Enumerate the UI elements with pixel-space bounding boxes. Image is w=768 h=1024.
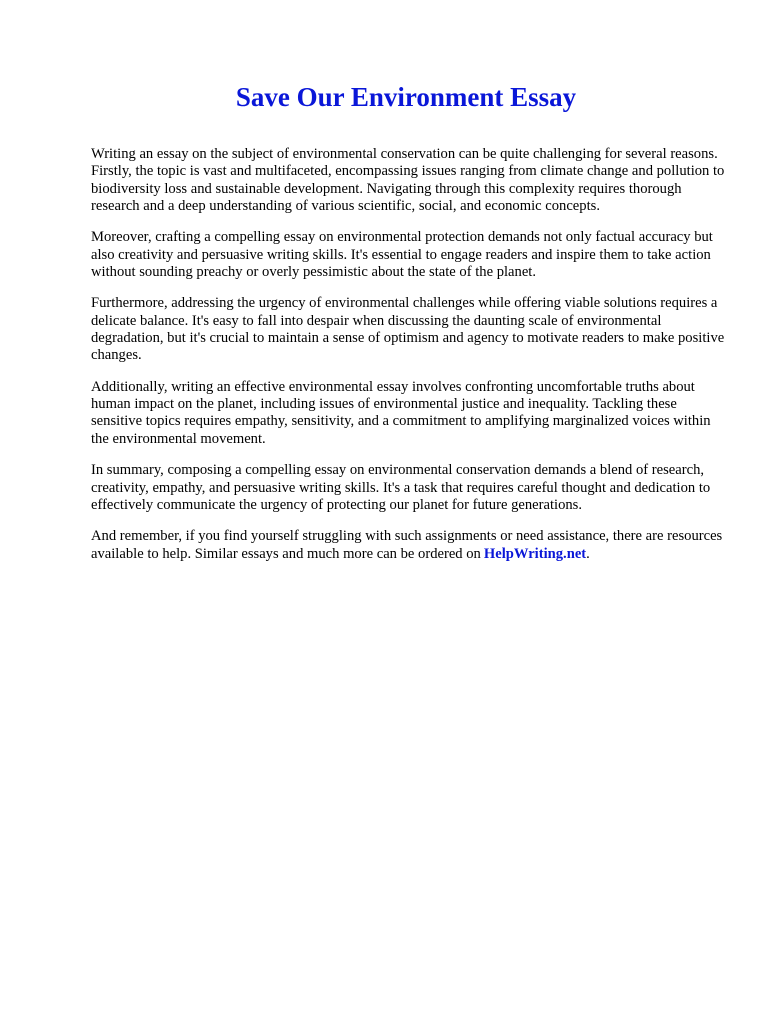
paragraph-1: Writing an essay on the subject of environmental conservation can be quite challenging for several reasons. Firstly, the topic is vast and multifaceted, encompassing issues ranging from climate change and pollution to biodiversity loss and sustainable development. Navigating through this complexity requires thorough research and a deep understanding of various scientific, social, and economic concepts. [91,146,725,214]
paragraph-5: In summary, composing a compelling essay on environmental conservation demands a blend of research, creativity, empathy, and persuasive writing skills. It's a task that requires careful thought and dedication to effectively communicate the urgency of protecting our planet for future generations. [91,462,711,513]
page-title: Save Our Environment Essay [235,82,577,112]
closing-text: And remember, if you find yourself struggling with such assignments or need assistance, there are resources available to help. Similar essays and much more can be ordered on [91,528,723,562]
closing-paragraph [91,528,731,563]
paragraph-2: Moreover, crafting a compelling essay on environmental protection demands not only factual accuracy but also creativity and persuasive writing skills. It's essential to engage readers and inspire them to take action without sounding preachy or overly pessimistic about the state of the planet. [91,229,713,280]
paragraph-3: Furthermore, addressing the urgency of environmental challenges while offering viable solutions requires a delicate balance. It's easy to fall into despair when discussing the daunting scale of environmental degradation, but it's crucial to maintain a sense of optimism and agency to motivate readers to make positive changes. [91,295,725,364]
closing-suffix: . [586,545,590,562]
helpwriting-link[interactable]: HelpWriting.net [483,545,587,562]
essay-body [91,146,731,577]
paragraph-4: Additionally, writing an effective environmental essay involves confronting uncomfortable truths about human impact on the planet, including issues of environmental justice and inequality. Tackling these sensitive topics requires empathy, sensitivity, and a commitment to amplifying marginalized voices within the environmental movement. [91,378,711,447]
